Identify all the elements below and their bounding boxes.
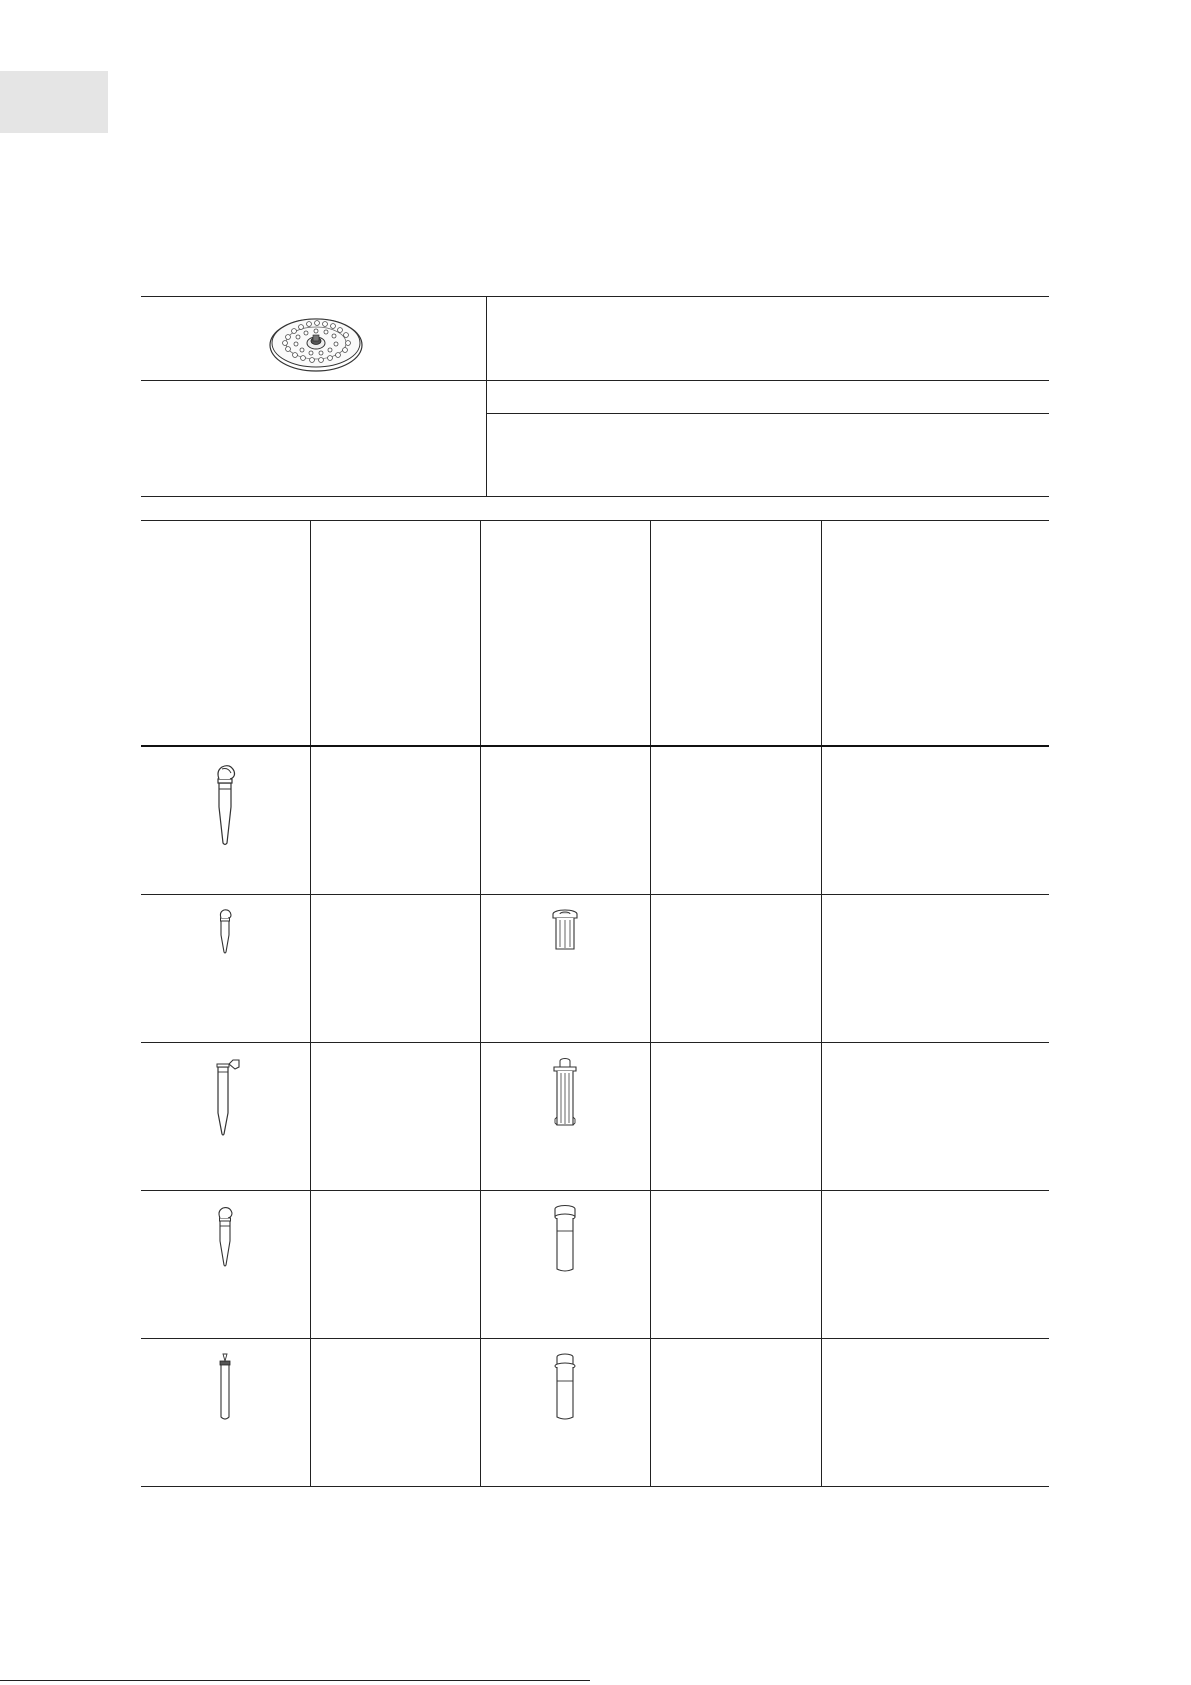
tube-straight-icon [214,1351,236,1423]
tube-small-lidded-icon [216,907,234,955]
tube-long-conical-icon [209,1055,241,1137]
table-cell [650,1339,821,1487]
table-cell [821,895,1049,1043]
rotor-table-subrow-rule [486,413,1049,414]
table-cell [821,1043,1049,1191]
adapter-table-header-row [141,521,1049,747]
tube-medium-lidded-icon [214,1203,236,1269]
adapter-cell [480,895,650,1043]
rotor-icon [268,313,364,373]
table-cell [650,1043,821,1191]
table-cell [310,746,480,895]
rotor-table-bottom-rule [141,496,1049,497]
tube-cell [141,746,310,895]
table-cell [310,1339,480,1487]
header-cell [141,521,310,747]
adapter-short-icon [550,907,580,953]
table-cell [650,1191,821,1339]
adapter-cell [480,1339,650,1487]
tube-conical-lidded-icon [210,759,240,847]
table-cell [310,895,480,1043]
side-tab-marker [0,71,108,133]
header-cell [480,521,650,747]
table-row [141,1043,1049,1191]
header-cell [650,521,821,747]
header-cell [821,521,1049,747]
adapter-table [141,520,1049,1487]
table-cell [821,1339,1049,1487]
tube-cell [141,895,310,1043]
table-row [141,895,1049,1043]
rotor-table-row-rule [141,380,1049,381]
adapter-ribbed-long-icon [550,1055,580,1129]
table-cell [650,746,821,895]
table-cell [821,1191,1049,1339]
adapter-cell [480,1191,650,1339]
table-row [141,1191,1049,1339]
tube-cell [141,1043,310,1191]
header-cell [310,521,480,747]
adapter-cylinder-short-icon [550,1351,580,1423]
table-cell [821,746,1049,895]
rotor-table [141,296,1049,496]
footer-rule [0,1680,590,1681]
adapter-cell [480,1043,650,1191]
rotor-table-top-rule [141,296,1049,297]
tube-cell [141,1191,310,1339]
adapter-cell [480,746,650,895]
rotor-table-divider [486,296,487,496]
table-cell [310,1191,480,1339]
adapter-cylinder-icon [550,1203,580,1275]
table-cell [310,1043,480,1191]
table-row [141,746,1049,895]
tube-cell [141,1339,310,1487]
table-row [141,1339,1049,1487]
table-cell [650,895,821,1043]
